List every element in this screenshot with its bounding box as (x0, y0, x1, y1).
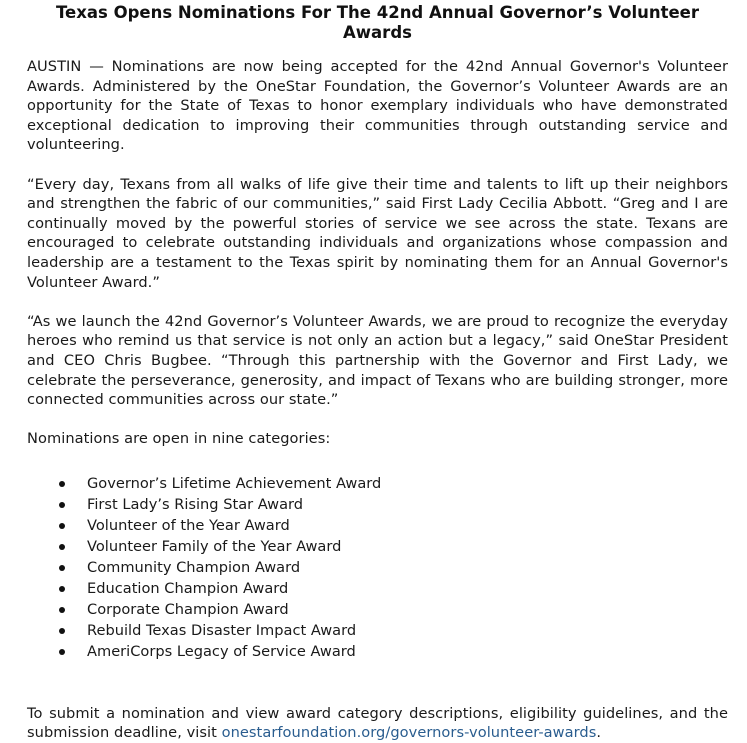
intro-paragraph: AUSTIN — Nominations are now being accepted for the 42nd Annual Governor's Volunteer Awards. Administered by the OneStar Foundation, the Governor’s Volunteer Awards are an opportunity for the State of Texas to honor exemplary individuals who have demonstrated exceptional dedication to improving their communities through outstanding service and volunteering. (27, 58, 728, 154)
list-item: Education Champion Award (27, 578, 728, 599)
closing-period: . (596, 724, 602, 742)
list-item: Corporate Champion Award (27, 599, 728, 620)
list-item: Governor’s Lifetime Achievement Award (27, 473, 728, 494)
page-title: Texas Opens Nominations For The 42nd Annual Governor’s Volunteer Awards (55, 3, 700, 42)
list-item: Volunteer Family of the Year Award (27, 536, 728, 557)
first-lady-quote-paragraph: “Every day, Texans from all walks of life give their time and talents to lift up their neighbors and strengthen the fabric of our communities,” said First Lady Cecilia Abbott. “Greg and I are continually moved by the powerful stories of service we see across the state. Texans are encouraged to celebrate outstanding individuals and organizations whose compassion and leadership are a testament to the Texas spirit by nominating them for an Annual Governor's Volunteer Award.” (27, 175, 728, 291)
list-item: Volunteer of the Year Award (27, 515, 728, 536)
closing-paragraph (27, 704, 728, 743)
list-item: First Lady’s Rising Star Award (27, 494, 728, 515)
award-categories-list (27, 473, 728, 662)
press-release (27, 0, 728, 743)
nomination-link[interactable]: onestarfoundation.org/governors-volunteer-awards (221, 724, 597, 742)
categories-intro-paragraph: Nominations are open in nine categories: (27, 430, 331, 448)
list-item: Rebuild Texas Disaster Impact Award (27, 620, 728, 641)
list-item: AmeriCorps Legacy of Service Award (27, 641, 728, 662)
list-item: Community Champion Award (27, 557, 728, 578)
president-quote-paragraph: “As we launch the 42nd Governor’s Volunteer Awards, we are proud to recognize the everyday heroes who remind us that service is not only an action but a legacy,” said OneStar President and CEO Chris Bugbee. “Through this partnership with the Governor and First Lady, we celebrate the perseverance, generosity, and impact of Texans who are building stronger, more connected communities across our state.” (27, 312, 728, 409)
closing-text: To submit a nomination and view award category descriptions, eligibility guidelines, and the submission deadline, visit (27, 704, 728, 742)
